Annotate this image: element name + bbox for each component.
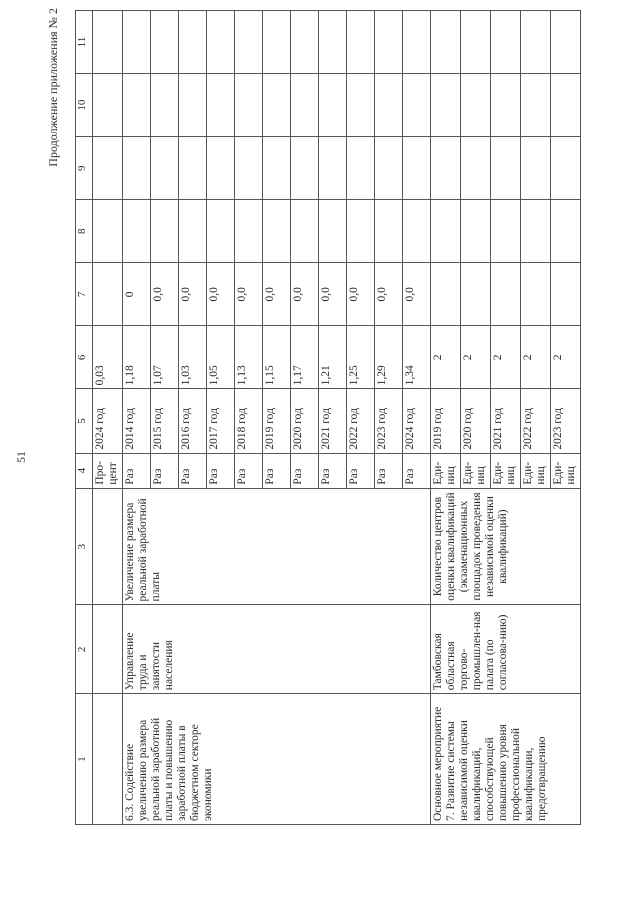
empty-cell <box>551 263 581 326</box>
empty-cell <box>151 74 179 137</box>
header-cell: 9 <box>76 137 93 200</box>
empty-cell <box>491 74 521 137</box>
empty-cell <box>347 74 375 137</box>
unit-cell: Раз <box>319 453 347 488</box>
v7-cell: 0,0 <box>319 263 347 326</box>
value-cell: 2 <box>491 326 521 389</box>
year-cell: 2019 год <box>263 389 291 453</box>
empty-cell <box>93 200 123 263</box>
empty-cell <box>319 200 347 263</box>
empty-cell <box>123 74 151 137</box>
empty-cell <box>551 11 581 74</box>
empty-cell <box>151 11 179 74</box>
unit-cell: Еди-ниц <box>551 453 581 488</box>
empty-cell <box>207 200 235 263</box>
empty-cell <box>319 137 347 200</box>
unit-cell: Еди-ниц <box>491 453 521 488</box>
header-cell: 3 <box>76 488 93 605</box>
empty-cell <box>263 11 291 74</box>
empty-cell <box>431 263 461 326</box>
value-cell: 1,17 <box>291 326 319 389</box>
empty-cell <box>207 74 235 137</box>
empty-cell <box>235 137 263 200</box>
v7-cell: 0,0 <box>347 263 375 326</box>
year-cell: 2023 год <box>551 389 581 453</box>
empty-cell <box>461 200 491 263</box>
empty-cell <box>93 137 123 200</box>
year-cell: 2024 год <box>403 389 431 453</box>
unit-cell: Еди-ниц <box>521 453 551 488</box>
empty-cell <box>123 200 151 263</box>
unit-cell: Еди-ниц <box>431 453 461 488</box>
v7-cell: 0,0 <box>403 263 431 326</box>
empty-cell <box>431 74 461 137</box>
empty-cell <box>123 137 151 200</box>
empty-cell <box>93 74 123 137</box>
empty-cell <box>491 263 521 326</box>
year-cell: 2018 год <box>235 389 263 453</box>
value-cell: 1,15 <box>263 326 291 389</box>
empty-cell <box>235 74 263 137</box>
empty-cell <box>347 200 375 263</box>
value-cell: 1,13 <box>235 326 263 389</box>
empty-cell <box>403 200 431 263</box>
empty-cell <box>151 200 179 263</box>
unit-cell: Еди-ниц <box>461 453 491 488</box>
measure-cell: Основное мероприятие 7. Развитие системы независимой оценки квалификаций, способствующей повышению уровня профессиональной квалификации, предотвращению <box>431 694 581 825</box>
empty-cell <box>461 263 491 326</box>
v7-cell: 0,0 <box>179 263 207 326</box>
header-cell: 7 <box>76 263 93 326</box>
year-cell: 2019 год <box>431 389 461 453</box>
empty-cell <box>263 74 291 137</box>
empty-cell <box>375 74 403 137</box>
unit-cell: Раз <box>235 453 263 488</box>
empty-cell <box>551 200 581 263</box>
v7-cell: 0,0 <box>151 263 179 326</box>
year-cell: 2015 год <box>151 389 179 453</box>
empty-cell <box>521 200 551 263</box>
empty-cell <box>491 200 521 263</box>
empty-cell <box>375 11 403 74</box>
value-cell: 2 <box>431 326 461 389</box>
appendix-table <box>75 10 581 825</box>
value-cell: 2 <box>461 326 491 389</box>
year-cell: 2022 год <box>347 389 375 453</box>
header-cell: 5 <box>76 389 93 453</box>
empty-cell <box>347 137 375 200</box>
year-cell: 2023 год <box>375 389 403 453</box>
unit-cell: Раз <box>207 453 235 488</box>
empty-cell <box>93 694 123 825</box>
empty-cell <box>375 137 403 200</box>
v7-cell: 0 <box>123 263 151 326</box>
value-cell: 1,25 <box>347 326 375 389</box>
value-cell: 1,34 <box>403 326 431 389</box>
v7-cell: 0,0 <box>375 263 403 326</box>
header-cell: 8 <box>76 200 93 263</box>
value-cell: 2 <box>521 326 551 389</box>
empty-cell <box>93 605 123 694</box>
empty-cell <box>207 11 235 74</box>
unit-cell: Раз <box>403 453 431 488</box>
header-cell: 10 <box>76 74 93 137</box>
empty-cell <box>551 137 581 200</box>
year-cell: 2016 год <box>179 389 207 453</box>
table-row <box>123 11 151 825</box>
empty-cell <box>521 263 551 326</box>
empty-cell <box>551 74 581 137</box>
empty-cell <box>403 137 431 200</box>
empty-cell <box>461 74 491 137</box>
unit-cell: Раз <box>123 453 151 488</box>
empty-cell <box>461 137 491 200</box>
empty-cell <box>319 74 347 137</box>
year-cell: 2024 год <box>93 389 123 453</box>
empty-cell <box>263 137 291 200</box>
value-cell: 0,03 <box>93 326 123 389</box>
v7-cell: 0,0 <box>235 263 263 326</box>
header-cell: 4 <box>76 453 93 488</box>
year-cell: 2021 год <box>319 389 347 453</box>
year-cell: 2020 год <box>291 389 319 453</box>
empty-cell <box>431 137 461 200</box>
header-cell: 11 <box>76 11 93 74</box>
empty-cell <box>521 11 551 74</box>
unit-cell: Раз <box>179 453 207 488</box>
empty-cell <box>93 11 123 74</box>
empty-cell <box>123 11 151 74</box>
empty-cell <box>93 263 123 326</box>
empty-cell <box>491 11 521 74</box>
year-cell: 2014 год <box>123 389 151 453</box>
continuation-note: Продолжение приложения № 2 <box>46 8 60 167</box>
v7-cell: 0,0 <box>207 263 235 326</box>
value-cell: 1,05 <box>207 326 235 389</box>
empty-cell <box>179 137 207 200</box>
empty-cell <box>461 11 491 74</box>
value-cell: 1,03 <box>179 326 207 389</box>
year-cell: 2017 год <box>207 389 235 453</box>
indicator-cell: Количество центров оценки квалификаций (экзаменационных площадок проведения независимой оценки квалификаций) <box>431 488 581 605</box>
v7-cell: 0,0 <box>291 263 319 326</box>
header-cell: 2 <box>76 605 93 694</box>
empty-cell <box>431 11 461 74</box>
empty-cell <box>403 74 431 137</box>
empty-cell <box>521 137 551 200</box>
empty-cell <box>179 11 207 74</box>
executor-cell: Тамбовская областная торгово-промышлен-ная палата (по согласова-нию) <box>431 605 581 694</box>
value-cell: 1,18 <box>123 326 151 389</box>
empty-cell <box>179 74 207 137</box>
empty-cell <box>151 137 179 200</box>
measure-cell: 6.3. Содействие увеличению размера реальной заработной платы и повышению заработной платы в бюджетном секторе экономики <box>123 694 431 825</box>
empty-cell <box>291 200 319 263</box>
year-cell: 2020 год <box>461 389 491 453</box>
empty-cell <box>235 200 263 263</box>
value-cell: 1,07 <box>151 326 179 389</box>
unit-cell: Раз <box>263 453 291 488</box>
page-number: 51 <box>14 451 28 463</box>
empty-cell <box>291 11 319 74</box>
empty-cell <box>403 11 431 74</box>
unit-cell: Раз <box>151 453 179 488</box>
value-cell: 1,21 <box>319 326 347 389</box>
table-row <box>93 11 123 825</box>
empty-cell <box>263 200 291 263</box>
header-cell: 6 <box>76 326 93 389</box>
unit-cell: Про-цент <box>93 453 123 488</box>
indicator-cell: Увеличение размера реальной заработной платы <box>123 488 431 605</box>
header-cell: 1 <box>76 694 93 825</box>
value-cell: 2 <box>551 326 581 389</box>
empty-cell <box>207 137 235 200</box>
table-row <box>431 11 461 825</box>
empty-cell <box>291 74 319 137</box>
value-cell: 1,29 <box>375 326 403 389</box>
empty-cell <box>347 11 375 74</box>
unit-cell: Раз <box>347 453 375 488</box>
empty-cell <box>431 200 461 263</box>
executor-cell: Управление труда и занятости населения <box>123 605 431 694</box>
unit-cell: Раз <box>375 453 403 488</box>
unit-cell: Раз <box>291 453 319 488</box>
empty-cell <box>93 488 123 605</box>
empty-cell <box>179 200 207 263</box>
empty-cell <box>291 137 319 200</box>
empty-cell <box>491 137 521 200</box>
v7-cell: 0,0 <box>263 263 291 326</box>
empty-cell <box>319 11 347 74</box>
year-cell: 2021 год <box>491 389 521 453</box>
empty-cell <box>375 200 403 263</box>
empty-cell <box>235 11 263 74</box>
header-row <box>76 11 93 825</box>
empty-cell <box>521 74 551 137</box>
year-cell: 2022 год <box>521 389 551 453</box>
